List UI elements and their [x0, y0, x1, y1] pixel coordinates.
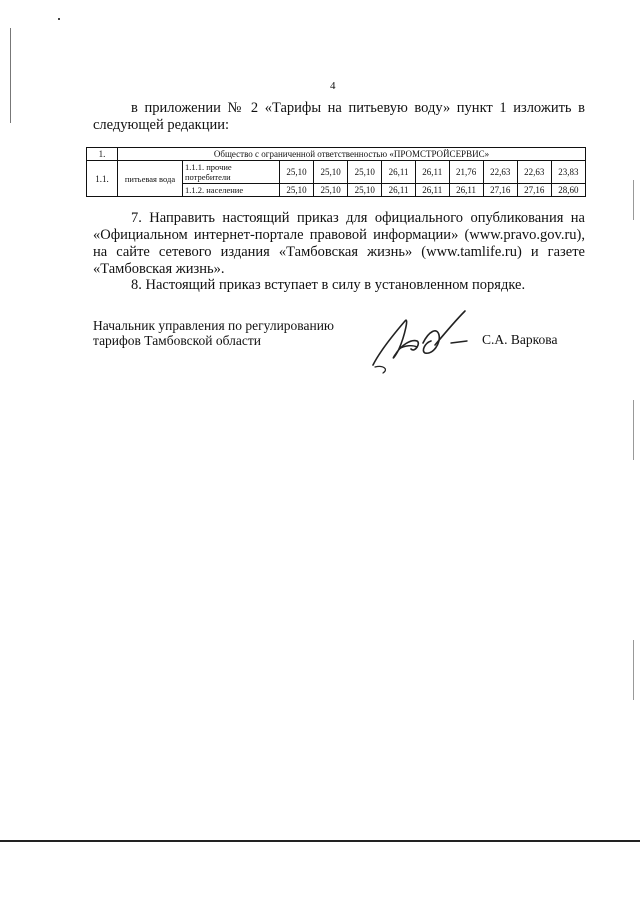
tariff-value-cell: 26,11	[449, 184, 483, 197]
tariff-value-cell: 23,83	[551, 161, 585, 184]
tariff-value-cell: 25,10	[348, 161, 382, 184]
tariff-value-cell: 26,11	[415, 161, 449, 184]
scan-edge-mark	[633, 180, 634, 220]
tariff-value-cell: 21,76	[449, 161, 483, 184]
organization-cell: Общество с ограниченной ответственностью «ПРОМСТРОЙСЕРВИС»	[118, 148, 586, 161]
section-number-cell: 1.	[87, 148, 118, 161]
signer-title	[93, 318, 334, 348]
table-row	[87, 148, 586, 161]
item-7-paragraph: 7. Направить настоящий приказ для официального опубликования на «Официальном интернет-портале правовой информации» (www.pravo.gov.ru), на сайте сетевого издания «Тамбовская жизнь» (www.tamlife.ru) и газете «Тамбовская жизнь».	[93, 210, 585, 277]
tariff-value-cell: 25,10	[348, 184, 382, 197]
scan-edge-mark	[633, 640, 634, 700]
tariff-value-cell: 25,10	[314, 184, 348, 197]
tariff-value-cell: 22,63	[517, 161, 551, 184]
tariff-value-cell: 28,60	[551, 184, 585, 197]
tariff-value-cell: 25,10	[314, 161, 348, 184]
tariff-value-cell: 27,16	[517, 184, 551, 197]
tariff-value-cell: 27,16	[483, 184, 517, 197]
scan-edge-mark	[10, 28, 11, 123]
tariff-value-cell: 26,11	[382, 184, 416, 197]
signer-title-line: Начальник управления по регулированию	[93, 318, 335, 333]
subcategory-cell: 1.1.1. прочие потребители	[183, 161, 280, 184]
tariff-value-cell: 25,10	[280, 161, 314, 184]
category-cell: питьевая вода	[118, 161, 183, 197]
page-bottom-edge	[0, 840, 640, 842]
scan-speck	[58, 18, 60, 20]
tariff-value-cell: 25,10	[280, 184, 314, 197]
tariff-table	[86, 147, 586, 197]
scan-edge-mark	[633, 400, 634, 460]
page-number: 4	[330, 80, 336, 92]
item-8-paragraph: 8. Настоящий приказ вступает в силу в установленном порядке.	[131, 277, 526, 293]
signer-name: С.А. Варкова	[482, 332, 558, 347]
intro-paragraph: в приложении № 2 «Тарифы на питьевую воду» пункт 1 изложить в следующей редакции:	[93, 100, 585, 133]
tariff-value-cell: 26,11	[382, 161, 416, 184]
table-row	[87, 161, 586, 184]
signer-title-line: тарифов Тамбовской области	[93, 333, 261, 348]
tariff-value-cell: 22,63	[483, 161, 517, 184]
tariff-value-cell: 26,11	[415, 184, 449, 197]
subcategory-cell: 1.1.2. население	[183, 184, 280, 197]
row-number-cell: 1.1.	[87, 161, 118, 197]
handwritten-signature	[365, 305, 475, 375]
